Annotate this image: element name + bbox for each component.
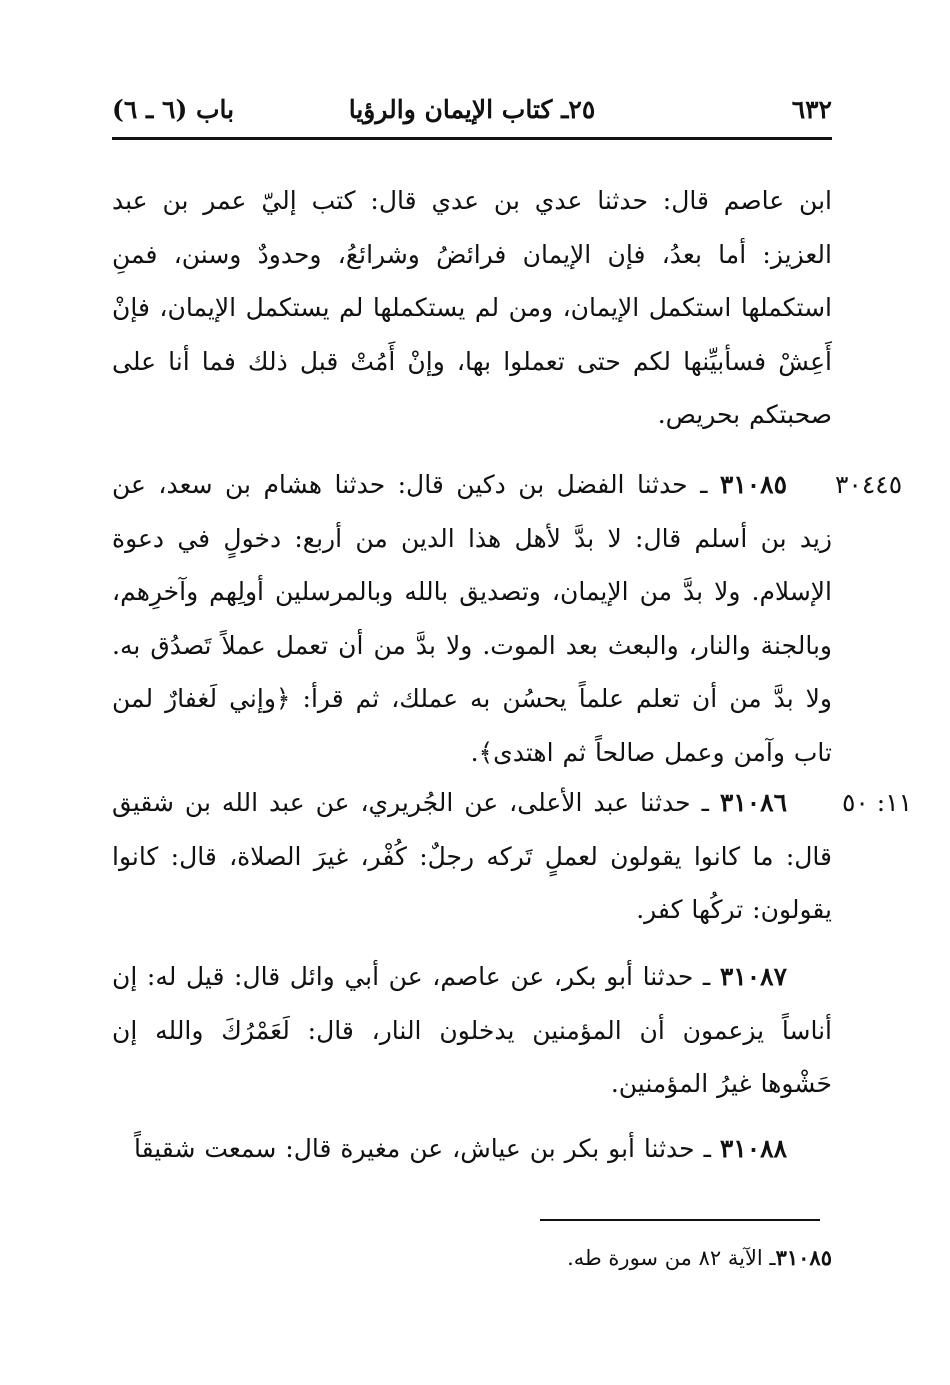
page-number: ٦٣٢: [791, 95, 832, 124]
margin-reference: ٣٠٤٤٥: [835, 470, 903, 499]
footnote-text: ـ الآية ٨٢ من سورة طه.: [567, 1246, 776, 1270]
hadith-number: ٣١٠٨٥: [719, 470, 787, 499]
hadith-paragraph: [112, 1122, 832, 1176]
hadith-paragraph: [112, 776, 832, 937]
footnote: [300, 1238, 832, 1278]
hadith-text: ـ حدثنا أبو بكر بن عياش، عن مغيرة قال: سمعت شقيقاً: [133, 1134, 711, 1163]
header-divider: [112, 137, 832, 140]
hadith-text: ـ حدثنا الفضل بن دكين قال: حدثنا هشام بن سعد، عن زيد بن أسلم قال: لا بدَّ لأهل هذا الدين من أربع: دخولٍ في دعوة الإسلام. ولا بدَّ من الإيمان، وتصديق بالله وبالمرسلين أولِهم وآخرِهم، وبالجنة والنار، والبعث بعد الموت. ولا بدَّ من أن تعمل عملاً تَصدُق به. ولا بدَّ من أن تعلم علماً يحسُن به عملك، ثم قرأ: ﴿وإني لَغفارٌ لمن تاب وآمن وعمل صالحاً ثم اهتدى﴾.: [112, 470, 832, 767]
hadith-paragraph: [112, 950, 832, 1111]
hadith-number: ٣١٠٨٦: [719, 788, 787, 817]
hadith-text: ـ حدثنا عبد الأعلى، عن الجُريري، عن عبد الله بن شقيق قال: ما كانوا يقولون لعملٍ تَركه رجلٌ: كُفْر، غيرَ الصلاة، قال: كانوا يقولون: تركُها كفر.: [112, 788, 832, 925]
footnote-divider: [540, 1219, 820, 1221]
book-title: ٢٥ـ كتاب الإيمان والرؤيا: [348, 95, 596, 124]
chapter-reference: باب (٦ ـ ٦): [112, 95, 235, 124]
hadith-paragraph: [112, 458, 832, 780]
hadith-number: ٣١٠٨٧: [719, 962, 787, 991]
margin-reference: ١١: ٥٠: [842, 788, 913, 817]
hadith-text: ـ حدثنا أبو بكر، عن عاصم، عن أبي وائل قال: قيل له: إن أناساً يزعمون أن المؤمنين يدخلون النار، قال: لَعَمْرُكَ والله إن حَشْوها غيرُ المؤمنين.: [112, 962, 832, 1099]
footnote-number: ٣١٠٨٥: [775, 1245, 832, 1270]
hadith-number: ٣١٠٨٨: [719, 1134, 787, 1163]
continuation-paragraph: ابن عاصم قال: حدثنا عدي بن عدي قال: كتب إليّ عمر بن عبد العزيز: أما بعدُ، فإن الإيمان فرائضُ وشرائعُ، وحدودٌ وسنن، فمنِ استكملها استكمل الإيمان، ومن لم يستكملها لم يستكمل الإيمان، فإنْ أَعِشْ فسأبيِّنها لكم حتى تعملوا بها، وإنْ أَمُتْ قبل ذلك فما أنا على صحبتكم بحريص.: [112, 186, 832, 430]
page-header: [112, 90, 832, 134]
